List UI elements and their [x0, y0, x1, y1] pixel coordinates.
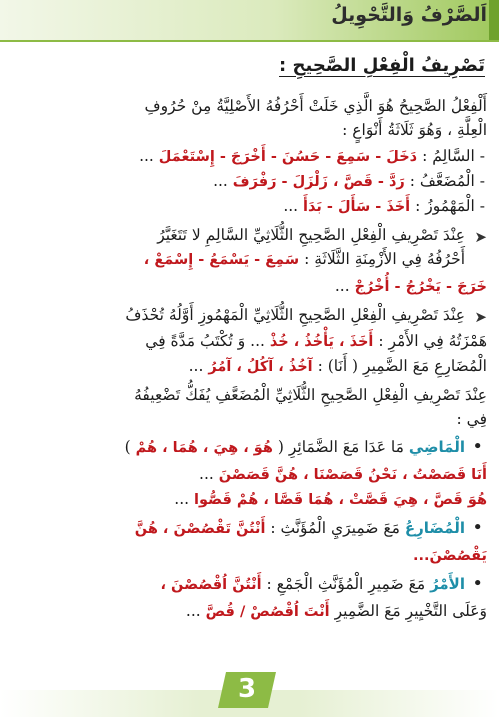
present-line-2 — [9, 543, 487, 568]
type-mudaaf — [9, 169, 487, 194]
type-examples: أَخَذَ - سَأَلَ - بَدَأَ — [303, 199, 411, 215]
imperative-examples: أَنْتَ اُقْصُصْ / قُصَّ — [205, 604, 330, 620]
type-label: - الْمَهْمُوزُ : — [415, 197, 485, 215]
type-examples: دَخَلَ - سَمِعَ - حَسُنَ - أَخْرَجَ - إِسْتَعْمَلَ — [158, 149, 418, 165]
rule-examples: خَرَجَ - يَخْرُجُ - أُخْرُجْ — [354, 279, 487, 295]
past-line-1 — [9, 435, 465, 460]
past-text: مَا عَدَا مَعَ الضَّمَائِرِ ( — [277, 438, 409, 456]
rule-mudaaf-line-2: فِي : — [456, 410, 487, 428]
rule-salim — [9, 223, 487, 272]
header-banner — [0, 0, 499, 42]
rule-examples: أَخَذَ ، يَأْخُذُ ، خُذْ — [269, 334, 374, 350]
past-close: ) — [124, 438, 136, 456]
present-examples: يَقْصُصْنَ... — [412, 548, 487, 564]
rule-examples: سَمِعَ - يَسْمَعُ - إِسْمَعْ ، — [143, 252, 300, 268]
ellipsis: ... — [188, 357, 209, 375]
rule-salim-line-3 — [9, 274, 487, 299]
ellipsis: ... — [283, 197, 304, 215]
rule-mudaaf-line-1: عِنْدَ تَصْرِيفِ الْفِعْلِ الصَّحِيحِ الثُّلَاثِيِّ الْمُضَعَّفِ يُفَكُّ تَضْعِيفُهُ — [134, 386, 487, 404]
type-label: - السَّالِمُ : — [422, 147, 485, 165]
imperative-line-2 — [9, 599, 487, 624]
rule-mahmuz-line-1: عِنْدَ تَصْرِيفِ الْفِعْلِ الصَّحِيحِ الثُّلَاثِيِّ الْمَهْمُوزِ أَوَّلُهُ تُحْذَفُ — [125, 306, 465, 324]
imperative-examples: أَنْتُنَّ اُقْصُصْنَ ، — [160, 577, 262, 593]
imperative-line-1 — [9, 572, 465, 597]
rule-text: الْمُضَارِعِ مَعَ الضَّمِيرِ ( أَنَا) : — [317, 357, 487, 375]
page-number-badge — [218, 670, 276, 710]
header-ornament — [489, 0, 499, 40]
ellipsis: ... — [174, 490, 194, 508]
dot-icon: • — [472, 436, 483, 457]
rule-mahmuz-line-3 — [9, 354, 487, 379]
past-label: الْمَاضِي — [408, 438, 465, 456]
imperative-label: الأَمْرُ — [430, 575, 465, 593]
page-number: 3 — [237, 674, 257, 704]
intro-line-2: الْعِلَّةِ ، وَهُوَ ثَلَاثَةُ أَنْوَاعٍ : — [342, 121, 487, 139]
dot-icon: • — [472, 573, 483, 594]
rule-text: هَمْزَتُهُ فِي الأَمْرِ : — [378, 332, 487, 350]
rule-salim-line-1: عِنْدَ تَصْرِيفِ الْفِعْلِ الصَّحِيحِ الثُّلَاثِيِّ السَّالِمِ لا تَتَغَيَّرُ — [157, 226, 465, 244]
intro-line-1: أَلْفِعْلُ الصَّحِيحُ هُوَ الَّذِي خَلَتْ أَحْرُفُهُ الأَصْلِيَّةُ مِنْ حُرُوفِ — [144, 97, 487, 115]
present-examples: أَنْتُنَّ تَقْصُصْنَ ، هُنَّ — [134, 521, 266, 537]
ellipsis: ... — [139, 147, 159, 165]
ellipsis: ... — [185, 602, 206, 620]
rule-mahmuz — [9, 303, 487, 327]
dot-icon: • — [472, 517, 483, 538]
rule-salim-line-2 — [9, 247, 465, 272]
type-salim — [9, 144, 487, 169]
ellipsis: ... — [213, 172, 233, 190]
rule-text: أَحْرُفُهُ فِي الأَزْمِنَةِ الثَّلَاثَةِ : — [304, 250, 465, 268]
arrow-icon: ➤ — [474, 228, 487, 246]
past-line-3 — [9, 487, 487, 512]
type-examples: رَدَّ - قَصَّ ، زَلْزَلَ - رَفْرَفَ — [232, 174, 405, 190]
past-examples: أَنَا قَصَصْتُ ، نَحْنُ قَصَصْنَا ، هُنَّ قَصَصْنَ — [218, 467, 487, 483]
arrow-icon: ➤ — [474, 308, 487, 326]
imperative-text: وَعَلَى التَّخْيِيرِ مَعَ الضَّمِيرِ — [334, 602, 487, 620]
present-text: مَعَ ضَمِيرَيِ الْمُؤَنَّثِ : — [270, 519, 405, 537]
types-list — [9, 144, 487, 219]
present-section — [9, 516, 487, 541]
header-title: اَلصَّرْفُ وَالتَّحْوِيلُ — [331, 4, 487, 26]
type-label: - الْمُضَعَّفُ : — [409, 172, 485, 190]
imperative-section — [9, 572, 487, 597]
type-mahmuz — [9, 194, 487, 219]
past-line-2 — [9, 462, 487, 487]
past-section — [9, 435, 487, 460]
present-label: الْمُضَارِعُ — [404, 519, 465, 537]
lesson-content — [9, 52, 487, 624]
past-pronouns: هُوَ ، هِيَ ، هُمَا ، هُمْ — [135, 440, 273, 456]
present-line-1 — [9, 516, 465, 541]
past-examples: هُوَ قَصَّ ، هِيَ قَصَّتْ ، هُمَا قَصَّا ، هُمْ قَصُّوا — [194, 492, 487, 508]
intro-paragraph — [9, 94, 487, 142]
rule-examples: آخُذُ ، آكُلُ ، آمُرُ — [208, 359, 313, 375]
ellipsis: ... — [199, 465, 219, 483]
rule-text: ... وَ تُكْتَبُ مَدَّةً فِي — [145, 332, 270, 350]
ellipsis: ... — [334, 277, 355, 295]
section-title: تَصْرِيفُ الْفِعْلِ الصَّحِيحِ : — [279, 55, 485, 76]
imperative-text: مَعَ ضَمِيرِ الْمُؤَنَّثِ الْجَمْعِ : — [266, 575, 431, 593]
rule-mahmuz-line-2 — [9, 329, 487, 354]
